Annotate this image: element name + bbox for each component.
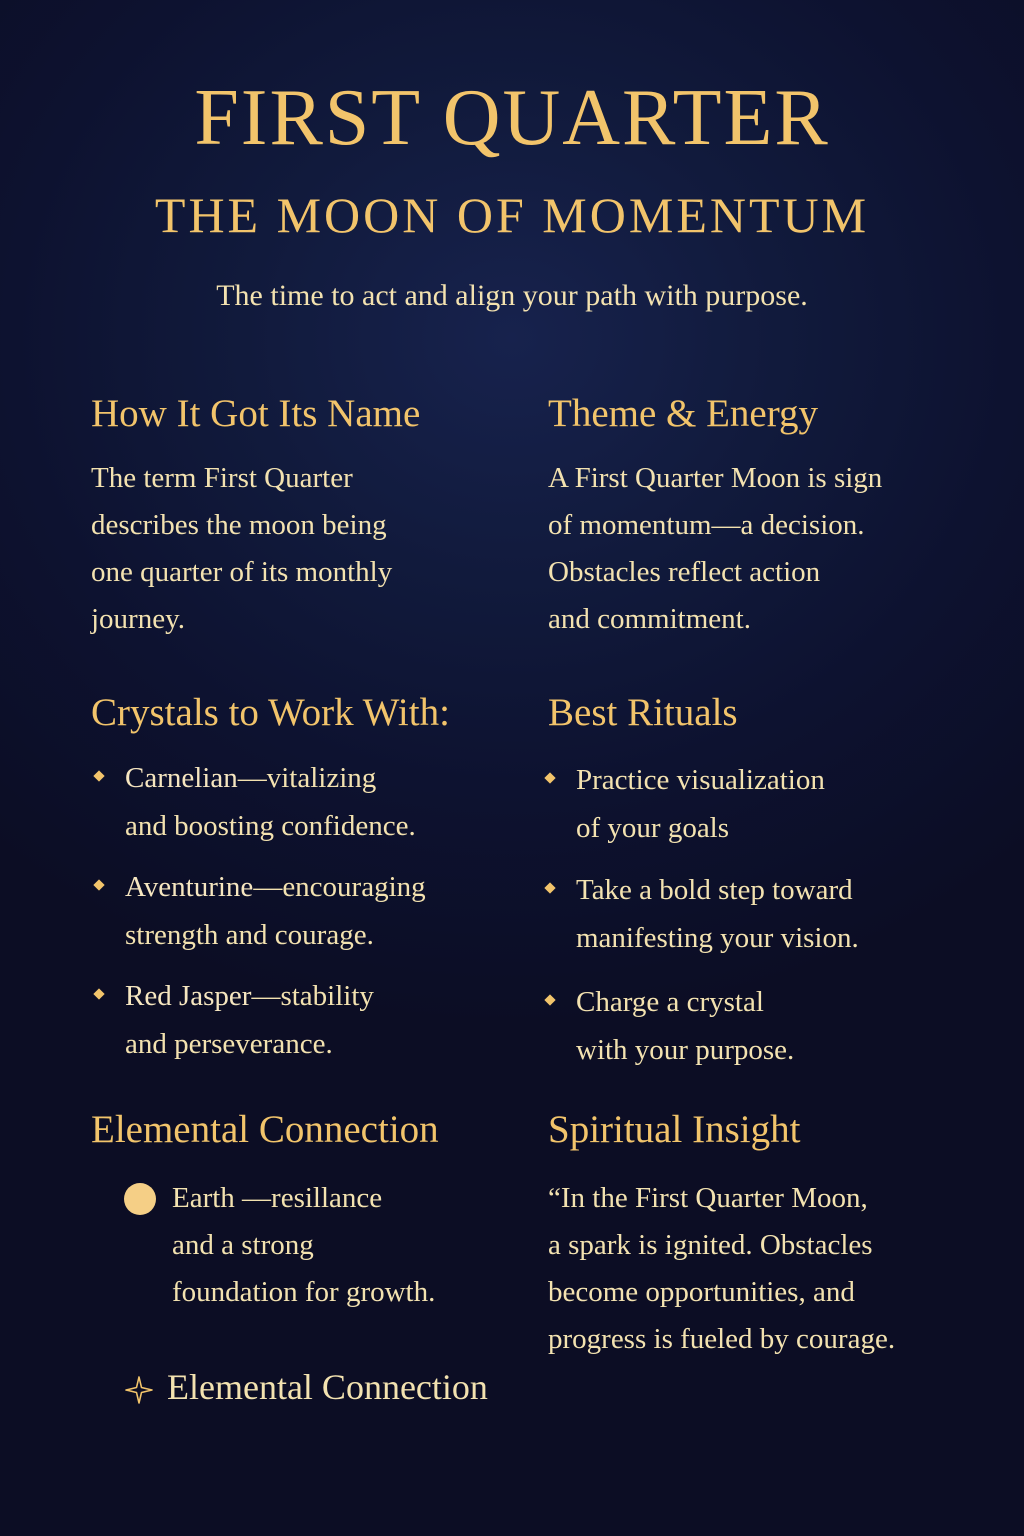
name-line: describes the moon being xyxy=(91,509,387,541)
diamond-bullet-icon xyxy=(544,882,555,893)
crystal-desc: —vitalizing xyxy=(237,762,377,794)
insight-line: become opportunities, and xyxy=(548,1276,855,1308)
crystal-desc: —encouraging xyxy=(253,871,426,903)
elemental-paragraph xyxy=(172,1175,435,1316)
name-line: journey. xyxy=(91,603,185,635)
insight-line: progress is fueled by courage. xyxy=(548,1323,896,1355)
insight-heading: Spiritual Insight xyxy=(548,1108,801,1151)
name-paragraph xyxy=(91,455,392,643)
diamond-bullet-icon xyxy=(544,772,555,783)
crystal-item xyxy=(91,972,374,1068)
crystal-desc: —stability xyxy=(251,980,374,1012)
elemental-footer-label: Elemental Connection xyxy=(167,1367,488,1407)
elemental-line: Earth —resillance xyxy=(172,1182,383,1214)
diamond-bullet-icon xyxy=(544,994,555,1005)
crystal-desc-line2: and perseverance. xyxy=(125,1028,333,1060)
sparkle-icon xyxy=(124,1375,154,1405)
theme-heading: Theme & Energy xyxy=(548,392,819,435)
crystals-heading: Crystals to Work With: xyxy=(91,691,450,734)
insight-paragraph xyxy=(548,1175,895,1363)
crystal-item xyxy=(91,754,416,850)
elemental-line: foundation for growth. xyxy=(172,1276,436,1308)
name-line: one quarter of its monthly xyxy=(91,556,393,588)
ritual-line: Practice visualization xyxy=(576,764,825,796)
tagline: The time to act and align your path with purpose. xyxy=(216,279,808,312)
insight-line: “In the First Quarter Moon, xyxy=(548,1182,868,1214)
elemental-heading: Elemental Connection xyxy=(91,1108,439,1151)
diamond-bullet-icon xyxy=(93,988,104,999)
insight-line: a spark is ignited. Obstacles xyxy=(548,1229,873,1261)
ritual-item xyxy=(542,866,859,962)
name-line: The term First Quarter xyxy=(91,462,353,494)
ritual-line: of your goals xyxy=(576,812,730,844)
crystal-desc-line2: strength and courage. xyxy=(125,919,374,951)
theme-line: Obstacles reflect action xyxy=(548,556,821,588)
name-heading: How It Got Its Name xyxy=(91,392,421,435)
crystal-name: Red Jasper xyxy=(125,980,252,1012)
theme-paragraph xyxy=(548,455,882,643)
earth-circle-icon xyxy=(124,1183,156,1215)
ritual-item xyxy=(542,978,794,1074)
crystal-name: Aventurine xyxy=(125,871,254,903)
ritual-item xyxy=(542,756,825,852)
ritual-line: with your purpose. xyxy=(576,1034,795,1066)
rituals-heading: Best Rituals xyxy=(548,691,738,734)
theme-line: A First Quarter Moon is sign xyxy=(548,462,883,494)
diamond-bullet-icon xyxy=(93,879,104,890)
elemental-line: and a strong xyxy=(172,1229,314,1261)
ritual-line: Charge a crystal xyxy=(576,986,764,1018)
crystal-desc-line2: and boosting confidence. xyxy=(125,810,416,842)
crystal-name: Carnelian xyxy=(125,762,238,794)
theme-line: of momentum—a decision. xyxy=(548,509,865,541)
page-subtitle: THE MOON OF MOMENTUM xyxy=(154,187,870,243)
diamond-bullet-icon xyxy=(93,770,104,781)
crystal-item xyxy=(91,863,426,959)
page-title: FIRST QUARTER xyxy=(194,74,830,162)
ritual-line: Take a bold step toward xyxy=(576,874,853,906)
theme-line: and commitment. xyxy=(548,603,751,635)
ritual-line: manifesting your vision. xyxy=(576,922,859,954)
